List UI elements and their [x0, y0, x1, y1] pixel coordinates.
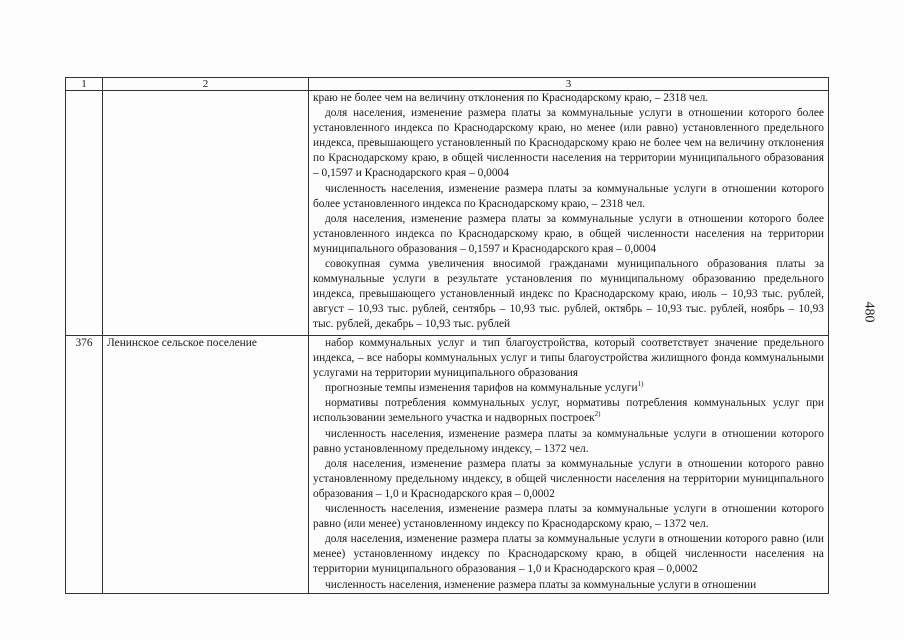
indicators-cell	[309, 336, 829, 594]
indicators-cell	[309, 91, 829, 336]
paragraph: численность населения, изменение размера платы за коммунальные услуги в отношении которого равно установленному предельному индексу, – 1372 чел.	[313, 427, 824, 455]
table-row	[66, 91, 829, 336]
table-row	[66, 336, 829, 594]
paragraph: доля населения, изменение размера платы за коммунальные услуги в отношении которого равно (или менее) установленному индексу по Краснодарскому краю, в общей численности населения на территории муниципального образования – 1,0 и Краснодарского края – 0,0002	[313, 533, 824, 576]
data-table	[65, 77, 829, 594]
paragraph	[313, 396, 824, 426]
paragraph: численность населения, изменение размера платы за коммунальные услуги в отношении	[325, 578, 757, 591]
page-number: 480	[861, 301, 877, 323]
paragraph-text: нормативы потребления коммунальных услуг, нормативы потребления коммунальных услуг при использовании земельного участка и надворных построек	[313, 397, 824, 425]
municipality-name	[103, 91, 309, 336]
paragraph	[313, 381, 824, 396]
paragraph: совокупная сумма увеличения вносимой гражданами муниципального образования платы за коммунальные услуги в результате установления по муниципальному образованию предельного индекса, превышающего установленный индекс по Краснодарскому краю, июль – 10,93 тыс. рублей, август – 10,93 тыс. рублей, сентябрь – 10,93 тыс. рублей, октябрь – 10,93 тыс. рублей, ноябрь – 10,93 тыс. рублей, декабрь – 10,93 тыс. рублей	[313, 258, 824, 331]
paragraph: набор коммунальных услуг и тип благоустройства, который соответствует значение предельного индекса, – все наборы коммунальных услуг и типы благоустройства жилищного фонда коммунальными услугами на территории муниципального образования	[313, 337, 824, 380]
paragraph: доля населения, изменение размера платы за коммунальные услуги в отношении которого более установленного индекса по Краснодарскому краю, но менее (или равно) установленного предельного индекса, превышающего установленный по Краснодарскому краю не более чем на величину отклонения по Краснодарскому краю, в общей численности населения на территории муниципального образования – 0,1597 и Краснодарского края – 0,0004	[313, 107, 824, 180]
municipality-name: Ленинское сельское поселение	[103, 336, 309, 594]
footnote-mark: 1)	[637, 380, 644, 389]
paragraph: доля населения, изменение размера платы за коммунальные услуги в отношении которого равно установленному предельному индексу, в общей численности населения на территории муниципального образования – 1,0 и Краснодарского края – 0,0002	[313, 457, 824, 500]
table-header-row	[66, 78, 829, 91]
paragraph-text: прогнозные темпы изменения тарифов на коммунальные услуги	[325, 382, 638, 395]
header-cell-1: 1	[66, 78, 103, 91]
header-cell-3: 3	[309, 78, 829, 91]
paragraph: численность населения, изменение размера платы за коммунальные услуги в отношении которого равно (или менее) установленному индексу по Краснодарскому краю, – 1372 чел.	[313, 503, 824, 531]
row-number: 376	[66, 336, 103, 594]
header-cell-2: 2	[103, 78, 309, 91]
row-number	[66, 91, 103, 336]
footnote-mark: 2)	[594, 410, 601, 419]
paragraph: численность населения, изменение размера платы за коммунальные услуги в отношении которого более установленного индекса по Краснодарскому краю, – 2318 чел.	[313, 182, 824, 210]
paragraph: доля населения, изменение размера платы за коммунальные услуги в отношении которого более установленного индекса по Краснодарскому краю, в общей численности населения на территории муниципального образования – 0,1597 и Краснодарского края – 0,0004	[313, 212, 824, 255]
paragraph: краю не более чем на величину отклонения по Краснодарскому краю, – 2318 чел.	[313, 92, 709, 104]
